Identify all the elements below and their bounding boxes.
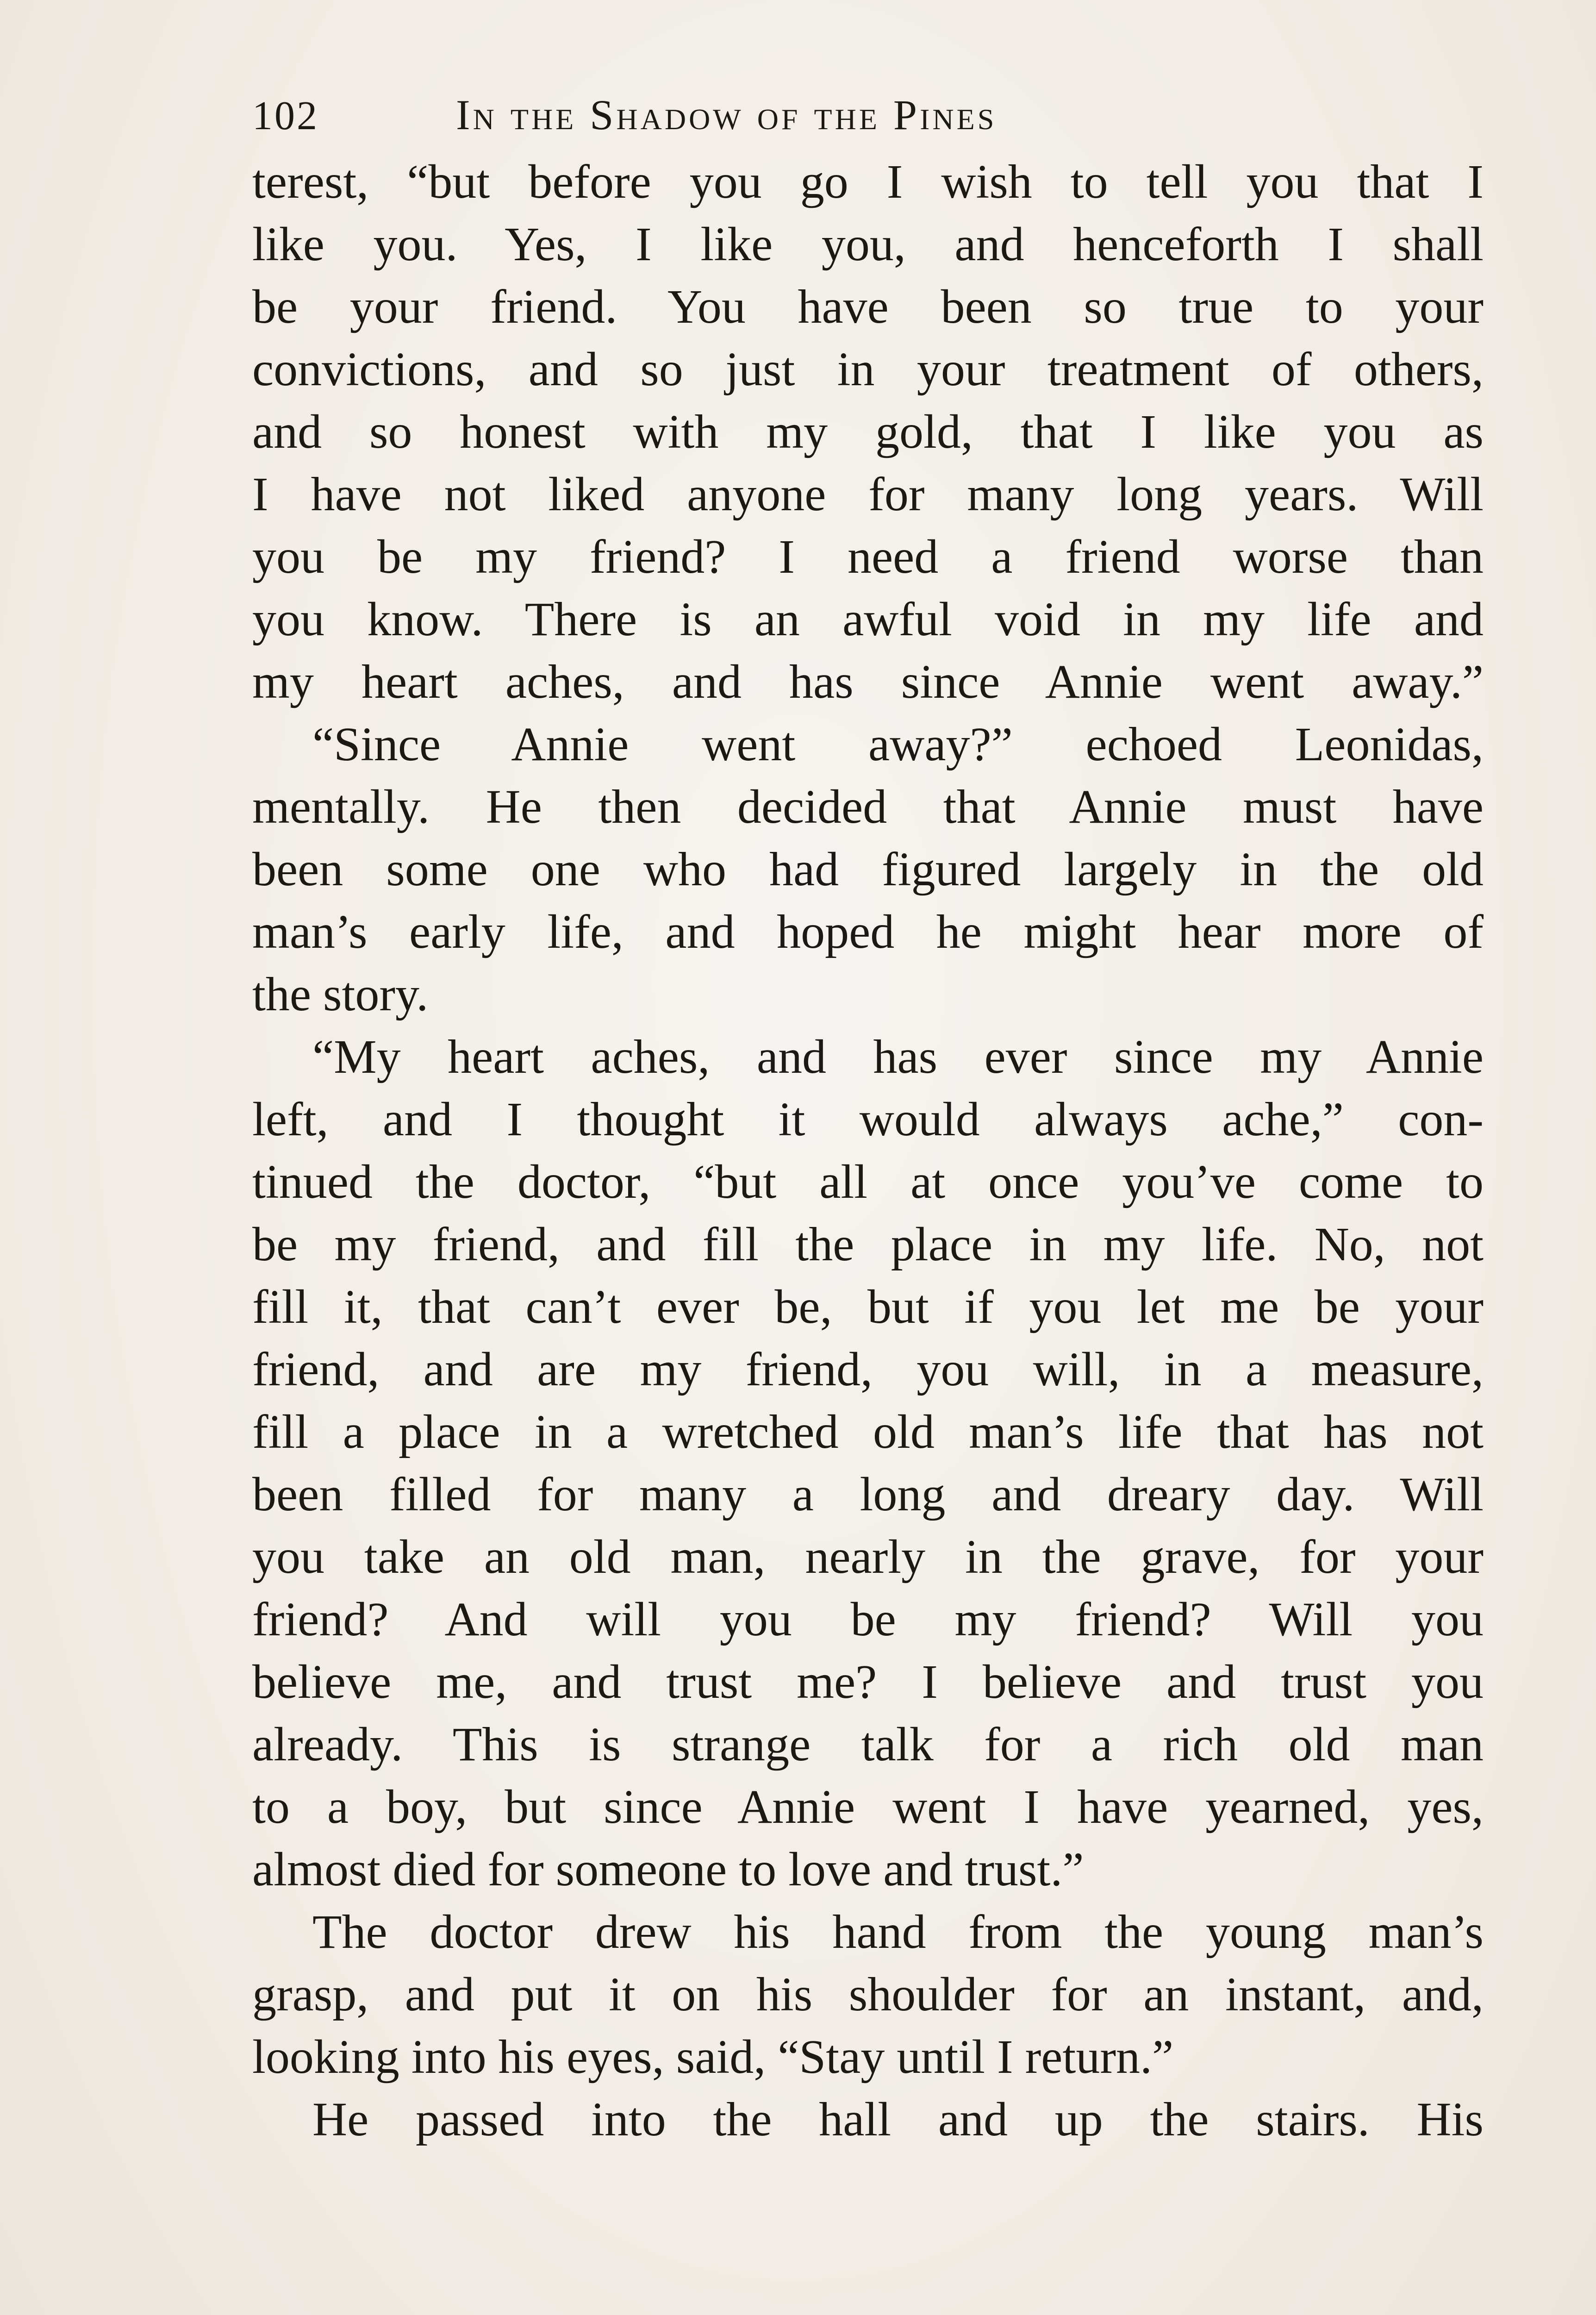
text-line: be my friend, and fill the place in my life. No, not <box>252 1218 1484 1271</box>
text-line: been some one who had figured largely in the old <box>252 843 1484 896</box>
text-line: already. This is strange talk for a rich old man <box>252 1718 1484 1771</box>
text-line: “My heart aches, and has ever since my Annie <box>312 1030 1484 1083</box>
text-line: looking into his eyes, said, “Stay until I return.” <box>252 2030 1174 2084</box>
text-line: you be my friend? I need a friend worse than <box>252 530 1484 583</box>
text-line: be your friend. You have been so true to your <box>252 280 1484 333</box>
text-line: friend, and are my friend, you will, in a measure, <box>252 1343 1484 1396</box>
text-line: The doctor drew his hand from the young man’s <box>312 1905 1484 1958</box>
text-line: fill it, that can’t ever be, but if you let me be your <box>252 1280 1484 1333</box>
text-line: convictions, and so just in your treatment of others, <box>252 343 1484 396</box>
text-line: grasp, and put it on his shoulder for an instant, and, <box>252 1968 1484 2021</box>
body-text <box>252 150 1484 2151</box>
text-line: He passed into the hall and up the stairs. His <box>312 2093 1484 2146</box>
text-line: I have not liked anyone for many long years. Will <box>252 468 1484 521</box>
text-line: the story. <box>252 968 429 1021</box>
running-head <box>252 90 1484 150</box>
running-title: In the Shadow of the Pines <box>456 91 997 138</box>
text-line: left, and I thought it would always ache,” con- <box>252 1093 1484 1146</box>
text-line: tinued the doctor, “but all at once you’ve come to <box>252 1155 1484 1208</box>
text-line: you know. There is an awful void in my life and <box>252 593 1484 646</box>
text-line: “Since Annie went away?” echoed Leonidas, <box>312 718 1484 771</box>
text-line: my heart aches, and has since Annie went away.” <box>252 655 1484 708</box>
book-page <box>252 90 1484 2151</box>
text-line: and so honest with my gold, that I like you as <box>252 405 1484 458</box>
text-line: mentally. He then decided that Annie must have <box>252 780 1484 833</box>
text-line: believe me, and trust me? I believe and trust you <box>252 1655 1484 1708</box>
text-line: almost died for someone to love and trust.” <box>252 1843 1084 1896</box>
text-line: like you. Yes, I like you, and henceforth I shall <box>252 218 1484 271</box>
text-line: terest, “but before you go I wish to tell you that I <box>252 155 1484 208</box>
text-line: friend? And will you be my friend? Will you <box>252 1593 1484 1646</box>
page-number: 102 <box>252 94 319 138</box>
text-line: you take an old man, nearly in the grave, for your <box>252 1530 1484 1583</box>
text-line: to a boy, but since Annie went I have yearned, yes, <box>252 1780 1484 1833</box>
text-line: been filled for many a long and dreary day. Will <box>252 1468 1484 1521</box>
text-line: man’s early life, and hoped he might hear more of <box>252 905 1484 958</box>
text-line: fill a place in a wretched old man’s life that has not <box>252 1405 1484 1458</box>
